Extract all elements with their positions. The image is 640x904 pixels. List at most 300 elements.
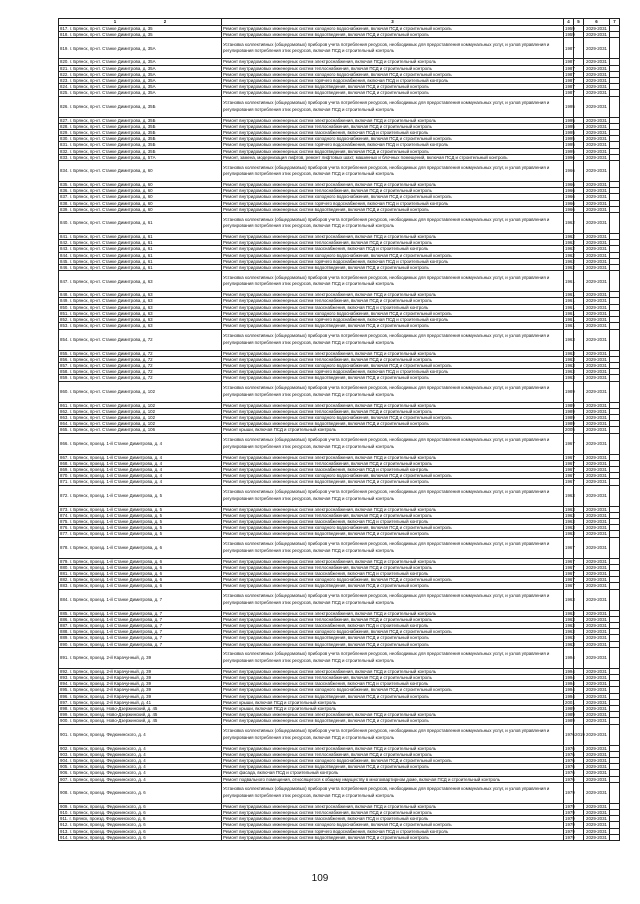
planned-period-cell: 2029-2031 — [584, 96, 610, 117]
planned-period-cell: 2029-2031 — [584, 142, 610, 148]
address: г. Брянск, пр-кт. Станке Димитрова, д. 61 — [69, 258, 153, 264]
row-number: 842. — [60, 240, 69, 246]
empty-cell — [610, 96, 620, 117]
work-description-cell: Ремонт внутридомовых инженерных систем водоотведения, включая ПСД и строительный контроль — [222, 265, 564, 271]
row-number: 830. — [60, 136, 69, 142]
build-year-cell: 1987 — [565, 65, 575, 71]
build-year-cell: 1995 — [565, 123, 575, 129]
previous-year-cell — [574, 782, 584, 803]
page-number: 109 — [311, 873, 329, 884]
address: г. Брянск, проезд. 2-й Карачунный, д. 39 — [69, 687, 152, 693]
planned-period-cell: 2029-2031 — [584, 681, 610, 687]
address: г. Брянск, пр-кт. Станке Димитрова, д. 35А — [69, 65, 156, 71]
build-year-cell: 1987 — [564, 38, 574, 59]
address: г. Брянск, пр-кт. Станке Димитрова, д. 35 — [69, 32, 153, 38]
row-number: 825. — [60, 90, 69, 96]
build-year-cell: 1979 — [564, 782, 574, 803]
work-description-cell: Установка коллективных (общедомовых) приборов учета потребления ресурсов, необходимых для предоставления коммунальных услуг, и узлов управления и регулирования потребления этих ресурсов, включая ПСД и строительный контроль — [222, 96, 564, 117]
build-year-cell: 1989 — [565, 421, 575, 427]
build-year-cell: 1995 — [564, 96, 574, 117]
work-description-cell: Ремонт внутридомовых инженерных систем теплоснабжения, включая ПСД и строительный контроль — [222, 240, 564, 246]
work-description-cell: Установка коллективных (общедомовых) приборов учета потребления ресурсов, необходимых для предоставления коммунальных услуг, и узлов управления и регулирования потребления этих ресурсов, включая ПСД и строительный контроль — [222, 782, 564, 803]
address: г. Брянск, пр-кт. Станке Димитрова, д. 35Б — [69, 123, 156, 129]
address: г. Брянск, проезд. 1-й Станке Димитрова, д. 5 — [69, 512, 163, 518]
address: г. Брянск, проезд. 1-й Станке Димитрова, д. 6 — [69, 570, 163, 576]
row-number: 871. — [60, 479, 69, 485]
work-description-cell: Ремонт внутридомовых инженерных систем электроснабжения, включая ПСД и строительный контроль — [222, 402, 564, 408]
build-year-cell: 1976 — [565, 745, 575, 751]
table-row — [59, 589, 620, 610]
build-year-cell: 1963 — [565, 375, 575, 381]
planned-period-cell: 2029-2031 — [584, 764, 610, 770]
planned-period-cell: 2029-2031 — [584, 148, 610, 154]
build-year-cell: 1987 — [565, 71, 575, 77]
address: г. Брянск, пр-кт. Станке Димитрова, д. 35А — [69, 84, 156, 90]
row-number: 873. — [60, 506, 69, 512]
empty-cell — [610, 329, 620, 350]
row-number: 874. — [60, 512, 69, 518]
work-description-cell: Ремонт внутридомовых инженерных систем теплоснабжения, включая ПСД и строительный контроль — [222, 616, 564, 622]
empty-cell — [610, 485, 620, 506]
address: г. Брянск, проезд. 1-й Станке Димитрова, д. 5 — [69, 518, 163, 524]
build-year-cell: 1989 — [565, 712, 575, 718]
address: г. Брянск, пр-кт. Станке Димитрова, д. 72 — [69, 356, 153, 362]
work-description-cell: Ремонт внутридомовых инженерных систем водоотведения, включая ПСД и строительный контроль — [222, 641, 564, 647]
planned-period-cell: 2029-2031 — [584, 408, 610, 414]
planned-period-cell: 2029-2031 — [584, 381, 610, 402]
build-year-cell: 1963 — [565, 518, 575, 524]
address: г. Брянск, проезд. Федюнинского, д. 6 — [69, 816, 146, 822]
row-number: 851. — [60, 310, 69, 316]
build-year-cell: 1967 — [565, 473, 575, 479]
planned-period-cell: 2029-2031 — [584, 421, 610, 427]
build-year-cell: 1989 — [565, 408, 575, 414]
work-description-cell: Ремонт внутридомовых инженерных систем холодного водоснабжения, включая ПСД и строительный контроль — [222, 136, 564, 142]
row-number: 840. — [60, 220, 69, 226]
address: г. Брянск, пр-кт. Станке Димитрова, д. 72 — [69, 336, 153, 342]
planned-period-cell: 2029-2031 — [584, 810, 610, 816]
row-number: 909. — [60, 803, 69, 809]
planned-period-cell: 2029-2031 — [584, 751, 610, 757]
address: г. Брянск, пр-кт. Станке Димитрова, д. 60 — [69, 200, 153, 206]
previous-year-cell — [574, 38, 584, 59]
address: г. Брянск, пр-кт. Станке Димитрова, д. 63 — [69, 317, 153, 323]
work-description-cell: Ремонт внутридомовых инженерных систем электроснабжения, включая ПСД и строительный контроль — [222, 610, 564, 616]
row-number: 878. — [60, 544, 69, 550]
planned-period-cell: 2029-2031 — [584, 323, 610, 329]
previous-year-cell — [574, 537, 584, 558]
planned-period-cell: 2029-2031 — [584, 706, 610, 712]
address: г. Брянск, пр-кт. Станке Димитрова, д. 102 — [69, 408, 156, 414]
build-year-cell: 1967 — [565, 466, 575, 472]
build-year-cell: 1961 — [565, 292, 575, 298]
row-number: 887. — [60, 622, 69, 628]
build-year-cell: 1966 — [565, 194, 575, 200]
address: г. Брянск, проезд. 1-й Станке Димитрова, д. 7 — [69, 635, 163, 641]
header-cell: 7 — [610, 19, 620, 26]
row-number: 852. — [60, 317, 69, 323]
row-number: 902. — [60, 745, 69, 751]
planned-period-cell: 2029-2031 — [584, 234, 610, 240]
row-number: 910. — [60, 810, 69, 816]
address: г. Брянск, пр-кт. Станке Димитрова, д. 35 — [69, 26, 153, 31]
row-number: 849. — [60, 298, 69, 304]
build-year-cell: 1989 — [565, 414, 575, 420]
row-number: 836. — [60, 188, 69, 194]
planned-period-cell: 2029-2031 — [584, 194, 610, 200]
build-year-cell: 1963 — [565, 531, 575, 537]
work-description-cell: Установка коллективных (общедомовых) приборов учета потребления ресурсов, необходимых для предоставления коммунальных услуг, и узлов управления и регулирования потребления этих ресурсов, включая ПСД и строительный контроль — [222, 161, 564, 182]
work-description-cell: Установка коллективных (общедомовых) приборов учета потребления ресурсов, необходимых для предоставления коммунальных услуг, и узлов управления и регулирования потребления этих ресурсов, включая ПСД и строительный контроль — [222, 213, 564, 234]
build-year-cell: 1967 — [564, 433, 574, 454]
row-number: 869. — [60, 466, 69, 472]
address: г. Брянск, пр-кт. Станке Димитрова, д. 63 — [69, 292, 153, 298]
row-number: 895. — [60, 687, 69, 693]
empty-cell — [610, 38, 620, 59]
address: г. Брянск, проезд. Ново-Дзержинский, д. 45 — [69, 718, 158, 724]
work-description-cell: Ремонт внутридомовых инженерных систем теплоснабжения, включая ПСД и строительный контроль — [222, 675, 564, 681]
build-year-cell: 1966 — [565, 206, 575, 212]
planned-period-cell: 2029-2031 — [584, 258, 610, 264]
build-year-cell: 1995 — [565, 148, 575, 154]
row-number: 857. — [60, 362, 69, 368]
address: г. Брянск, проезд. 1-й Станке Димитрова, д. 5 — [69, 506, 163, 512]
work-description-cell: Ремонт внутридомовых инженерных систем электроснабжения, включая ПСД и строительный контроль — [222, 506, 564, 512]
address: г. Брянск, пр-кт. Станке Димитрова, д. 60 — [69, 182, 153, 188]
address: г. Брянск, проезд. Федюнинского, д. 6 — [69, 834, 146, 840]
build-year-cell: 1979 — [565, 803, 575, 809]
work-description-cell: Ремонт внутридомовых инженерных систем горячего водоснабжения, включая ПСД и строительный контроль — [222, 369, 564, 375]
row-number: 867. — [60, 454, 69, 460]
build-year-cell: 1963 — [565, 506, 575, 512]
address: г. Брянск, пр-кт. Станке Димитрова, д. 72 — [69, 369, 153, 375]
build-year-cell: 1967 — [565, 583, 575, 589]
planned-period-cell: 2029-2031 — [584, 473, 610, 479]
address: г. Брянск, проезд. Ново-Дзержинский, д. 45 — [69, 706, 158, 712]
row-number: 875. — [60, 518, 69, 524]
table-header-row — [59, 19, 620, 26]
planned-period-cell: 2029-2031 — [584, 589, 610, 610]
build-year-cell: 1976 — [565, 770, 575, 776]
build-year-cell: 1963 — [565, 641, 575, 647]
work-description-cell: Ремонт фасада, включая ПСД и строительный контроль — [222, 770, 564, 776]
row-number-address-cell — [59, 834, 222, 840]
address: г. Брянск, пр-кт. Станке Димитрова, д. 35А — [69, 59, 156, 65]
address: г. Брянск, пр-кт. Станке Димитрова, д. 35А — [69, 71, 156, 77]
empty-cell — [610, 724, 620, 745]
row-number: 829. — [60, 130, 69, 136]
planned-period-cell: 2029-2031 — [584, 90, 610, 96]
table-row — [59, 161, 620, 182]
address: г. Брянск, пр-кт. Станке Димитрова, д. 63 — [69, 278, 153, 284]
work-description-cell: Ремонт внутридомовых инженерных систем электроснабжения, включая ПСД и строительный контроль — [222, 558, 564, 564]
address: г. Брянск, пр-кт. Станке Димитрова, д. 72 — [69, 375, 153, 381]
row-number: 901. — [60, 732, 69, 738]
row-number: 881. — [60, 570, 69, 576]
work-description-cell: Ремонт внутридомовых инженерных систем теплоснабжения, включая ПСД и строительный контроль — [222, 810, 564, 816]
build-year-cell: 1966 — [565, 182, 575, 188]
row-number-address-cell — [59, 38, 222, 59]
row-number-address-cell — [59, 485, 222, 506]
planned-period-cell: 2029-2031 — [584, 724, 610, 745]
empty-cell — [610, 433, 620, 454]
row-number: 870. — [60, 473, 69, 479]
planned-period-cell: 2029-2031 — [584, 246, 610, 252]
work-description-cell: Ремонт внутридомовых инженерных систем газоснабжения, включая ПСД и строительный контроль — [222, 816, 564, 822]
row-number: 831. — [60, 142, 69, 148]
planned-period-cell: 2029-2031 — [584, 117, 610, 123]
build-year-cell: 1961 — [565, 304, 575, 310]
row-number-address-cell — [59, 271, 222, 292]
build-year-cell: 1994 — [565, 668, 575, 674]
table-row — [59, 834, 620, 840]
row-number: 864. — [60, 421, 69, 427]
build-year-cell: 1995 — [565, 136, 575, 142]
row-number: 865. — [60, 427, 69, 433]
previous-year-cell — [574, 647, 584, 668]
build-year-cell: 1967 — [565, 479, 575, 485]
row-number: 819. — [60, 45, 69, 51]
work-description-cell: Ремонт внутридомовых инженерных систем водоотведения, включая ПСД и строительный контроль — [222, 323, 564, 329]
row-number: 882. — [60, 577, 69, 583]
planned-period-cell: 2029-2031 — [584, 770, 610, 776]
row-number: 835. — [60, 182, 69, 188]
work-description-cell: Ремонт внутридомовых инженерных систем водоотведения, включая ПСД и строительный контроль — [222, 479, 564, 485]
table-row — [59, 381, 620, 402]
row-number: 848. — [60, 292, 69, 298]
build-year-cell: 1994 — [565, 681, 575, 687]
planned-period-cell: 2029-2031 — [584, 537, 610, 558]
address: г. Брянск, пр-кт. Станке Димитрова, д. 35Б — [69, 136, 156, 142]
planned-period-cell: 2029-2031 — [584, 577, 610, 583]
planned-period-cell: 2029-2031 — [584, 782, 610, 803]
planned-period-cell: 2029-2031 — [584, 816, 610, 822]
build-year-cell: 1987 — [565, 78, 575, 84]
planned-period-cell: 2029-2031 — [584, 699, 610, 705]
work-description-cell: Ремонт внутридомовых инженерных систем теплоснабжения, включая ПСД и строительный контроль — [222, 460, 564, 466]
address: г. Брянск, пр-кт. Станке Димитрова, д. 72 — [69, 350, 153, 356]
address: г. Брянск, проезд. 1-й Станке Димитрова, д. 4 — [69, 479, 163, 485]
work-description-cell: Ремонт внутридомовых инженерных систем горячего водоснабжения, включая ПСД и строительный контроль — [222, 200, 564, 206]
build-year-cell: 1967 — [565, 564, 575, 570]
planned-period-cell: 2029-2031 — [584, 687, 610, 693]
work-description-cell: Установка коллективных (общедомовых) приборов учета потребления ресурсов, необходимых для предоставления коммунальных услуг, и узлов управления и регулирования потребления этих ресурсов, включая ПСД и строительный контроль — [222, 589, 564, 610]
address: г. Брянск, проезд. Ново-Дзержинский, д. 45 — [69, 712, 158, 718]
header-cell: 3 — [222, 19, 564, 26]
address: г. Брянск, пр-кт. Станке Димитрова, д. 63 — [69, 310, 153, 316]
row-number-address-cell — [59, 724, 222, 745]
address: г. Брянск, проезд. 1-й Станке Димитрова, д. 6 — [69, 577, 163, 583]
address: г. Брянск, пр-кт. Станке Димитрова, д. 63 — [69, 323, 153, 329]
row-number: 890. — [60, 641, 69, 647]
work-description-cell: Ремонт внутридомовых инженерных систем водоотведения, включая ПСД и строительный контроль — [222, 90, 564, 96]
row-number: 907. — [60, 776, 69, 782]
work-description-cell: Ремонт внутридомовых инженерных систем газоснабжения, включая ПСД и строительный контроль — [222, 570, 564, 576]
address: г. Брянск, проезд. Федюнинского, д. 4 — [69, 764, 146, 770]
row-number: 899. — [60, 712, 69, 718]
build-year-cell: 1962 — [565, 234, 575, 240]
build-year-cell: 1961 — [565, 317, 575, 323]
build-year-cell: 1994 — [564, 647, 574, 668]
build-year-cell: 1979 — [565, 810, 575, 816]
planned-period-cell: 2029-2031 — [584, 59, 610, 65]
planned-period-cell: 2029-2031 — [584, 375, 610, 381]
empty-cell — [610, 537, 620, 558]
address: г. Брянск, проезд. Федюнинского, д. 4 — [69, 751, 146, 757]
build-year-cell: 1963 — [564, 329, 574, 350]
row-number-address-cell — [59, 381, 222, 402]
row-number-address-cell — [59, 96, 222, 117]
address: г. Брянск, пр-кт. Станке Димитрова, д. 35А — [69, 78, 156, 84]
address: г. Брянск, пр-кт. Станке Димитрова, д. 57А — [69, 154, 156, 160]
work-description-cell: Ремонт внутридомовых инженерных систем водоотведения, включая ПСД и строительный контроль — [222, 421, 564, 427]
planned-period-cell: 2029-2031 — [584, 485, 610, 506]
build-year-cell: 2005 — [565, 427, 575, 433]
row-number: 898. — [60, 706, 69, 712]
work-description-cell: Ремонт внутридомовых инженерных систем водоотведения, включая ПСД и строительный контроль — [222, 834, 564, 840]
address: г. Брянск, пр-кт. Станке Димитрова, д. 35Б — [69, 142, 156, 148]
work-description-cell: Ремонт внутридомовых инженерных систем электроснабжения, включая ПСД и строительный контроль — [222, 59, 564, 65]
row-number-address-cell — [59, 537, 222, 558]
row-number: 863. — [60, 414, 69, 420]
planned-period-cell: 2029-2031 — [584, 635, 610, 641]
address: г. Брянск, пр-кт. Станке Димитрова, д. 61 — [69, 240, 153, 246]
build-year-cell: 1967 — [565, 454, 575, 460]
row-number: 853. — [60, 323, 69, 329]
work-description-cell: Ремонт внутридомовых инженерных систем холодного водоснабжения, включая ПСД и строительный контроль — [222, 71, 564, 77]
row-number: 846. — [60, 265, 69, 271]
planned-period-cell: 2029-2031 — [584, 531, 610, 537]
work-description-cell: Установка коллективных (общедомовых) приборов учета потребления ресурсов, необходимых для предоставления коммунальных услуг, и узлов управления и регулирования потребления этих ресурсов, включая ПСД и строительный контроль — [222, 38, 564, 59]
planned-period-cell: 2029-2031 — [584, 512, 610, 518]
row-number: 877. — [60, 531, 69, 537]
address: г. Брянск, проезд. Федюнинского, д. 6 — [69, 828, 146, 834]
build-year-cell: 1966 — [565, 200, 575, 206]
build-year-cell: 1963 — [565, 356, 575, 362]
build-year-cell: 1967 — [565, 577, 575, 583]
work-description-cell: Ремонт внутридомовых инженерных систем холодного водоснабжения, включая ПСД и строительный контроль — [222, 758, 564, 764]
planned-period-cell: 2029-2031 — [584, 647, 610, 668]
previous-year-cell — [574, 161, 584, 182]
work-description-cell: Ремонт внутридомовых инженерных систем водоотведения, включая ПСД и строительный контроль — [222, 583, 564, 589]
address: г. Брянск, пр-кт. Станке Димитрова, д. 61 — [69, 220, 153, 226]
planned-period-cell: 2029-2031 — [584, 84, 610, 90]
address: г. Брянск, проезд. 2-й Карачунный, д. 39 — [69, 668, 152, 674]
work-description-cell: Ремонт внутридомовых инженерных систем водоотведения, включая ПСД и строительный контроль — [222, 206, 564, 212]
work-description-cell: Ремонт внутридомовых инженерных систем водоотведения, включая ПСД и строительный контроль — [222, 764, 564, 770]
address: г. Брянск, пр-кт. Станке Димитрова, д. 63 — [69, 298, 153, 304]
row-number: 892. — [60, 668, 69, 674]
planned-period-cell: 2029-2031 — [584, 758, 610, 764]
work-description-cell: Ремонт крыши, включая ПСД и строительный контроль — [222, 427, 564, 433]
planned-period-cell: 2029-2031 — [584, 675, 610, 681]
work-description-cell: Ремонт внутридомовых инженерных систем горячего водоснабжения, включая ПСД и строительный контроль — [222, 828, 564, 834]
row-number: 832. — [60, 148, 69, 154]
row-number-address-cell — [59, 433, 222, 454]
build-year-cell: 1966 — [565, 188, 575, 194]
build-year-cell: 1989 — [565, 402, 575, 408]
build-year-cell: 1962 — [565, 252, 575, 258]
previous-year-cell: 2019 — [574, 724, 584, 745]
work-description-cell: Ремонт внутридомовых инженерных систем электроснабжения, включая ПСД и строительный контроль — [222, 117, 564, 123]
build-year-cell: 1962 — [564, 213, 574, 234]
row-number: 894. — [60, 681, 69, 687]
work-description-cell: Установка коллективных (общедомовых) приборов учета потребления ресурсов, необходимых для предоставления коммунальных услуг, и узлов управления и регулирования потребления этих ресурсов, включая ПСД и строительный контроль — [222, 433, 564, 454]
row-number: 824. — [60, 84, 69, 90]
table-row — [59, 782, 620, 803]
row-number: 843. — [60, 246, 69, 252]
row-number: 896. — [60, 693, 69, 699]
address: г. Брянск, проезд. 1-й Станке Димитрова, д. 4 — [69, 460, 163, 466]
table-row — [59, 485, 620, 506]
address: г. Брянск, пр-кт. Станке Димитрова, д. 102 — [69, 421, 156, 427]
work-description-cell: Установка коллективных (общедомовых) приборов учета потребления ресурсов, необходимых для предоставления коммунальных услуг, и узлов управления и регулирования потребления этих ресурсов, включая ПСД и строительный контроль — [222, 271, 564, 292]
build-year-cell: 1976 — [565, 764, 575, 770]
work-description-cell: Ремонт внутридомовых инженерных систем электроснабжения, включая ПСД и строительный контроль — [222, 292, 564, 298]
planned-period-cell: 2029-2031 — [584, 479, 610, 485]
planned-period-cell: 2029-2031 — [584, 265, 610, 271]
work-description-cell: Ремонт внутридомовых инженерных систем газоснабжения, включая ПСД и строительный контроль — [222, 518, 564, 524]
planned-period-cell: 2029-2031 — [584, 123, 610, 129]
planned-period-cell: 2029-2031 — [584, 629, 610, 635]
row-number: 885. — [60, 610, 69, 616]
table-row — [59, 329, 620, 350]
work-description-cell: Ремонт внутридомовых инженерных систем холодного водоснабжения, включая ПСД и строительный контроль — [222, 362, 564, 368]
row-number: 823. — [60, 78, 69, 84]
build-year-cell: 1976 — [565, 758, 575, 764]
planned-period-cell: 2029-2031 — [584, 154, 610, 160]
build-year-cell: 1979 — [565, 816, 575, 822]
work-description-cell: Ремонт внутридомовых инженерных систем холодного водоснабжения, включая ПСД и строительный контроль — [222, 629, 564, 635]
work-description-cell: Ремонт внутридомовых инженерных систем теплоснабжения, включая ПСД и строительный контроль — [222, 356, 564, 362]
work-description-cell: Ремонт внутридомовых инженерных систем водоотведения, включая ПСД и строительный контроль — [222, 84, 564, 90]
header-cell: 1 2 — [59, 19, 222, 26]
address: г. Брянск, проезд. 2-й Карачунный, д. 39 — [69, 681, 152, 687]
build-year-cell: 1996 — [565, 154, 575, 160]
previous-year-cell — [574, 381, 584, 402]
build-year-cell: 1979 — [565, 822, 575, 828]
work-description-cell: Установка коллективных (общедомовых) приборов учета потребления ресурсов, необходимых для предоставления коммунальных услуг, и узлов управления и регулирования потребления этих ресурсов, включая ПСД и строительный контроль — [222, 537, 564, 558]
address: г. Брянск, проезд. Федюнинского, д. 4 — [69, 758, 146, 764]
planned-period-cell: 2029-2031 — [584, 558, 610, 564]
previous-year-cell — [574, 271, 584, 292]
work-description-cell: Ремонт внутридомовых инженерных систем холодного водоснабжения, включая ПСД и строительный контроль — [222, 194, 564, 200]
planned-period-cell: 2029-2031 — [584, 298, 610, 304]
build-year-cell: 1961 — [564, 271, 574, 292]
build-year-cell: 1995 — [565, 130, 575, 136]
address: г. Брянск, проезд. 1-й Станке Димитрова, д. 7 — [69, 610, 163, 616]
table-row — [59, 213, 620, 234]
row-number: 858. — [60, 369, 69, 375]
planned-period-cell: 2029-2031 — [584, 610, 610, 616]
repair-program-table — [58, 18, 620, 841]
address: г. Брянск, проезд. 1-й Станке Димитрова, д. 6 — [69, 558, 163, 564]
row-number: 828. — [60, 123, 69, 129]
planned-period-cell: 2029-2031 — [584, 828, 610, 834]
row-number: 850. — [60, 304, 69, 310]
row-number: 837. — [60, 194, 69, 200]
build-year-cell: 1994 — [565, 687, 575, 693]
table-row — [59, 647, 620, 668]
build-year-cell: 1967 — [564, 537, 574, 558]
row-number: 822. — [60, 71, 69, 77]
address: г. Брянск, проезд. 1-й Станке Димитрова, д. 6 — [69, 583, 163, 589]
table-row — [59, 724, 620, 745]
planned-period-cell: 2029-2031 — [584, 136, 610, 142]
row-number: 912. — [60, 822, 69, 828]
work-description-cell: Ремонт внутридомовых инженерных систем холодного водоснабжения, включая ПСД и строительный контроль — [222, 26, 564, 32]
empty-cell — [610, 161, 620, 182]
